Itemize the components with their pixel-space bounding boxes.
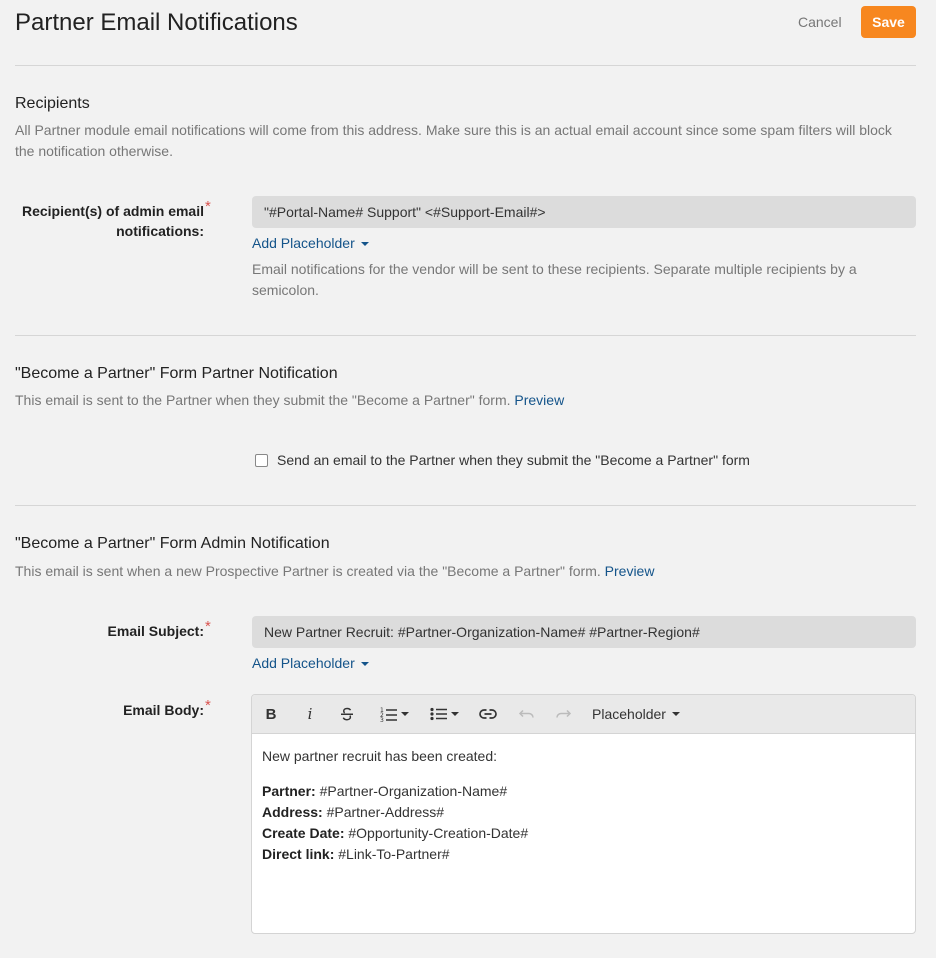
email-body-line-value: #Opportunity-Creation-Date# — [348, 825, 529, 841]
recipients-add-placeholder-dropdown[interactable] — [252, 235, 369, 251]
email-body-line — [262, 823, 905, 844]
admin-notification-description — [15, 561, 915, 582]
redo-icon[interactable] — [554, 695, 574, 733]
recipients-field-label-line2: notifications: — [116, 223, 204, 239]
save-button[interactable]: Save — [861, 6, 916, 38]
cancel-button[interactable]: Cancel — [798, 14, 842, 30]
email-body-line-label: Partner: — [262, 783, 316, 799]
email-body-intro: New partner recruit has been created: — [262, 748, 498, 764]
caret-down-icon — [401, 712, 409, 716]
recipients-help-text: Email notifications for the vendor will be sent to these recipients. Separate multiple recipients by a semicolon. — [252, 261, 857, 298]
placeholder-dropdown[interactable] — [591, 695, 681, 733]
divider — [15, 65, 916, 66]
svg-text:3: 3 — [379, 717, 384, 722]
recipients-field-label-line1: Recipient(s) of admin email — [21, 203, 204, 219]
recipients-input[interactable]: "#Portal-Name# Support" <#Support-Email#> — [252, 196, 916, 228]
strikethrough-icon[interactable] — [337, 695, 357, 733]
email-subject-label-text: Email Subject: — [107, 623, 204, 639]
recipients-section-description: All Partner module email notifications will come from this address. Make sure this is an actual email account since some spam filters will block the notification otherwise. — [15, 122, 892, 159]
email-body-label — [0, 697, 211, 720]
email-body-line — [262, 844, 905, 865]
partner-notification-preview-link[interactable]: Preview — [514, 392, 565, 408]
email-subject-label — [0, 618, 211, 641]
email-body-line-label: Create Date: — [262, 825, 345, 841]
link-icon[interactable] — [478, 695, 498, 733]
email-body-line — [262, 781, 905, 802]
email-subject-input[interactable]: New Partner Recruit: #Partner-Organization-Name# #Partner-Region# — [252, 616, 916, 648]
send-partner-email-checkbox[interactable] — [255, 454, 268, 467]
caret-down-icon — [451, 712, 459, 716]
undo-icon[interactable] — [516, 695, 536, 733]
admin-notification-description-text: This email is sent when a new Prospective Partner is created via the "Become a Partner" form. — [15, 563, 601, 579]
caret-down-icon — [672, 712, 680, 716]
required-marker: * — [205, 618, 211, 635]
italic-icon[interactable]: i — [307, 705, 313, 723]
send-partner-email-label[interactable]: Send an email to the Partner when they submit the "Become a Partner" form — [277, 452, 750, 468]
editor-toolbar — [252, 695, 915, 734]
partner-notification-description — [15, 390, 915, 411]
email-body-line-label: Address: — [262, 804, 323, 820]
divider — [15, 335, 916, 336]
admin-notification-preview-link[interactable]: Preview — [604, 563, 655, 579]
email-body-line-label: Direct link: — [262, 846, 335, 862]
email-body-line-value: #Link-To-Partner# — [338, 846, 450, 862]
subject-add-placeholder-dropdown[interactable] — [252, 655, 369, 671]
email-body-editor[interactable] — [251, 694, 916, 934]
numbered-list-icon[interactable] — [376, 695, 412, 733]
divider — [15, 505, 916, 506]
email-body-line — [262, 802, 905, 823]
caret-down-icon — [361, 662, 369, 666]
bold-icon[interactable]: B — [265, 705, 277, 723]
add-placeholder-label: Add Placeholder — [252, 655, 355, 671]
required-marker: * — [205, 198, 211, 215]
partner-notification-title: "Become a Partner" Form Partner Notification — [15, 365, 338, 382]
recipients-section-title: Recipients — [15, 95, 90, 112]
email-body-label-text: Email Body: — [123, 702, 204, 718]
email-body-line-value: #Partner-Address# — [326, 804, 445, 820]
email-body-line-value: #Partner-Organization-Name# — [319, 783, 508, 799]
partner-notification-description-text: This email is sent to the Partner when they submit the "Become a Partner" form. — [15, 392, 511, 408]
placeholder-dropdown-label: Placeholder — [592, 706, 666, 722]
email-body-content[interactable] — [252, 734, 915, 877]
svg-text:2: 2 — [379, 712, 384, 719]
page-title: Partner Email Notifications — [15, 9, 298, 36]
svg-text:1: 1 — [379, 707, 384, 714]
recipients-field-label — [0, 198, 211, 241]
caret-down-icon — [361, 242, 369, 246]
admin-notification-title: "Become a Partner" Form Admin Notification — [15, 535, 330, 552]
bullet-list-icon[interactable] — [426, 695, 462, 733]
required-marker: * — [205, 697, 211, 714]
add-placeholder-label: Add Placeholder — [252, 235, 355, 251]
